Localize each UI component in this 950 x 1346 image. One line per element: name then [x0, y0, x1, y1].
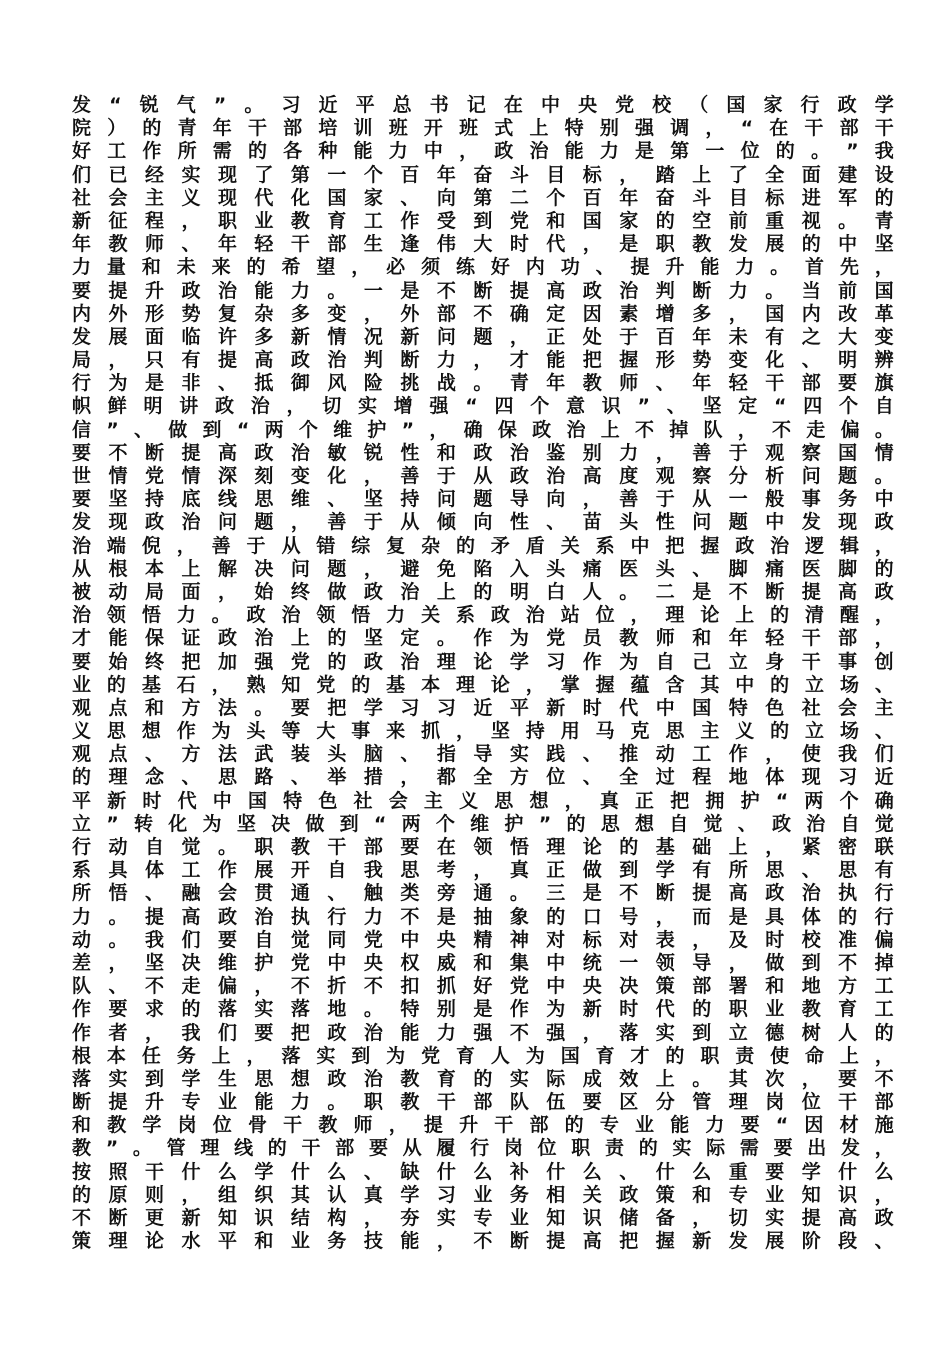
text-line: 院 ） 的 青 年 干 部 培 训 班 开 班 式 上 特 别 强 调 ， “ 在 干 部 干 — [72, 117, 894, 140]
text-line: 差 ， 坚 决 维 护 党 中 央 权 威 和 集 中 统 一 领 导 ， 做 到 不 掉 — [72, 951, 894, 974]
text-line: 要 坚 持 底 线 思 维 、 坚 持 问 题 导 向 ， 善 于 从 一 般 事 务 中 — [72, 488, 894, 511]
text-line: 力 。 提 高 政 治 执 行 力 不 是 抽 象 的 口 号 ， 而 是 具 体 的 行 — [72, 905, 894, 928]
text-line: 要 始 终 把 加 强 党 的 政 治 理 论 学 习 作 为 自 己 立 身 干 事 创 — [72, 650, 894, 673]
text-line: 发 展 面 临 许 多 新 情 况 新 问 题 ， 正 处 于 百 年 未 有 之 大 变 — [72, 325, 894, 348]
text-line: 观 点 、 方 法 武 装 头 脑 、 指 导 实 践 、 推 动 工 作 ， 使 我 们 — [72, 743, 894, 766]
text-line: 社 会 主 义 现 代 化 国 家 、 向 第 二 个 百 年 奋 斗 目 标 进 军 的 — [72, 186, 894, 209]
text-line: 发 “ 锐 气 ” 。 习 近 平 总 书 记 在 中 央 党 校 （ 国 家 行 政 学 — [72, 94, 894, 116]
text-line: 队 、 不 走 偏 ， 不 折 不 扣 抓 好 党 中 央 决 策 部 署 和 地 方 工 — [72, 975, 894, 998]
text-line: 平 新 时 代 中 国 特 色 社 会 主 义 思 想 ， 真 正 把 拥 护 “ 两 个 确 — [72, 789, 894, 812]
text-line: 作 要 求 的 落 实 落 地 。 特 别 是 作 为 新 时 代 的 职 业 教 育 工 — [72, 998, 894, 1021]
text-line: 发 现 政 治 问 题 ， 善 于 从 倾 向 性 、 苗 头 性 问 题 中 发 现 政 — [72, 511, 894, 534]
text-line: 动 。 我 们 要 自 觉 同 党 中 央 精 神 对 标 对 表 ， 及 时 校 准 偏 — [72, 928, 894, 951]
text-line: 才 能 保 证 政 治 上 的 坚 定 。 作 为 党 员 教 师 和 年 轻 干 部 ， — [72, 627, 894, 650]
text-line: 的 理 念 、 思 路 、 举 措 ， 都 全 方 位 、 全 过 程 地 体 现 习 近 — [72, 766, 894, 789]
text-line: 所 悟 、 融 会 贯 通 、 触 类 旁 通 。 三 是 不 断 提 高 政 治 执 行 — [72, 882, 894, 905]
text-line: 帜 鲜 明 讲 政 治 ， 切 实 增 强 “ 四 个 意 识 ” 、 坚 定 “ 四 个 自 — [72, 395, 894, 418]
text-line: 内 外 形 势 复 杂 多 变 ， 外 部 不 确 定 因 素 增 多 ， 国 内 改 革 — [72, 302, 894, 325]
text-line: 世 情 党 情 深 刻 变 化 ， 善 于 从 政 治 高 度 观 察 分 析 问 题 。 — [72, 465, 894, 487]
text-line: 治 领 悟 力 。 政 治 领 悟 力 关 系 政 治 站 位 ， 理 论 上 的 清 醒 ， — [72, 604, 894, 627]
text-line: 按 照 干 什 么 学 什 么 、 缺 什 么 补 什 么 、 什 么 重 要 学 什 么 — [72, 1160, 894, 1183]
text-line: 行 为 是 非 、 抵 御 风 险 挑 战 。 青 年 教 师 、 年 轻 干 部 要 旗 — [72, 372, 894, 395]
text-line: 新 征 程 ， 职 业 教 育 工 作 受 到 党 和 国 家 的 空 前 重 视 。 青 — [72, 209, 894, 232]
text-line: 和 教 学 岗 位 骨 干 教 师 ， 提 升 干 部 的 专 业 能 力 要 “ 因 材 施 — [72, 1114, 894, 1137]
text-line: 年 教 师 、 年 轻 干 部 生 逢 伟 大 时 代 ， 是 职 教 发 展 的 中 坚 — [72, 233, 894, 256]
text-line: 根 本 任 务 上 ， 落 实 到 为 党 育 人 为 国 育 才 的 职 责 使 命 上 ， — [72, 1044, 894, 1067]
text-line: 要 提 升 政 治 能 力 。 一 是 不 断 提 高 政 治 判 断 力 。 当 前 国 — [72, 279, 894, 302]
text-line: 教 ” 。 管 理 线 的 干 部 要 从 履 行 岗 位 职 责 的 实 际 需 要 出 发 ， — [72, 1137, 894, 1160]
text-line: 治 端 倪 ， 善 于 从 错 综 复 杂 的 矛 盾 关 系 中 把 握 政 治 逻 辑 ， — [72, 534, 894, 557]
text-line: 行 动 自 觉 。 职 教 干 部 要 在 领 悟 理 论 的 基 础 上 ， 紧 密 联 — [72, 836, 894, 858]
text-line: 系 具 体 工 作 展 开 自 我 思 考 ， 真 正 做 到 学 有 所 思 、 思 有 — [72, 859, 894, 882]
text-line: 们 已 经 实 现 了 第 一 个 百 年 奋 斗 目 标 ， 踏 上 了 全 面 建 设 — [72, 163, 894, 186]
document-body — [72, 94, 894, 1253]
text-line: 的 原 则 ， 组 织 其 认 真 学 习 业 务 相 关 政 策 和 专 业 知 识 ， — [72, 1183, 894, 1206]
text-line: 要 不 断 提 高 政 治 敏 锐 性 和 政 治 鉴 别 力 ， 善 于 观 察 国 情 — [72, 441, 894, 464]
text-line: 立 ” 转 化 为 坚 决 做 到 “ 两 个 维 护 ” 的 思 想 自 觉 、 政 治 自 觉 — [72, 812, 894, 835]
text-line: 信 ” 、 做 到 “ 两 个 维 护 ” ， 确 保 政 治 上 不 掉 队 ， 不 走 偏 。 — [72, 418, 894, 441]
text-line: 从 根 本 上 解 决 问 题 ， 避 免 陷 入 头 痛 医 头 、 脚 痛 医 脚 的 — [72, 557, 894, 580]
text-line: 观 点 和 方 法 。 要 把 学 习 习 近 平 新 时 代 中 国 特 色 社 会 主 — [72, 696, 894, 719]
text-line: 被 动 局 面 ， 始 终 做 政 治 上 的 明 白 人 。 二 是 不 断 提 高 政 — [72, 580, 894, 603]
text-line: 力 量 和 未 来 的 希 望 ， 必 须 练 好 内 功 、 提 升 能 力 。 首 先 ， — [72, 256, 894, 279]
text-line: 不 断 更 新 知 识 结 构 ， 夯 实 专 业 知 识 储 备 ， 切 实 提 高 政 — [72, 1207, 894, 1229]
text-line: 作 者 ， 我 们 要 把 政 治 能 力 强 不 强 ， 落 实 到 立 德 树 人 的 — [72, 1021, 894, 1044]
text-line: 义 思 想 作 为 头 等 大 事 来 抓 ， 坚 持 用 马 克 思 主 义 的 立 场 、 — [72, 720, 894, 743]
text-line: 断 提 升 专 业 能 力 。 职 教 干 部 队 伍 要 区 分 管 理 岗 位 干 部 — [72, 1091, 894, 1114]
text-line: 局 ， 只 有 提 高 政 治 判 断 力 ， 才 能 把 握 形 势 变 化 、 明 辨 — [72, 349, 894, 372]
text-line: 好 工 作 所 需 的 各 种 能 力 中 ， 政 治 能 力 是 第 一 位 的 。 ” 我 — [72, 140, 894, 163]
text-line: 策 理 论 水 平 和 业 务 技 能 ， 不 断 提 高 把 握 新 发 展 阶 段 、 — [72, 1230, 894, 1253]
text-line: 业 的 基 石 ， 熟 知 党 的 基 本 理 论 ， 掌 握 蕴 含 其 中 的 立 场 、 — [72, 673, 894, 696]
text-line: 落 实 到 学 生 思 想 政 治 教 育 的 实 际 成 效 上 。 其 次 ， 要 不 — [72, 1067, 894, 1090]
